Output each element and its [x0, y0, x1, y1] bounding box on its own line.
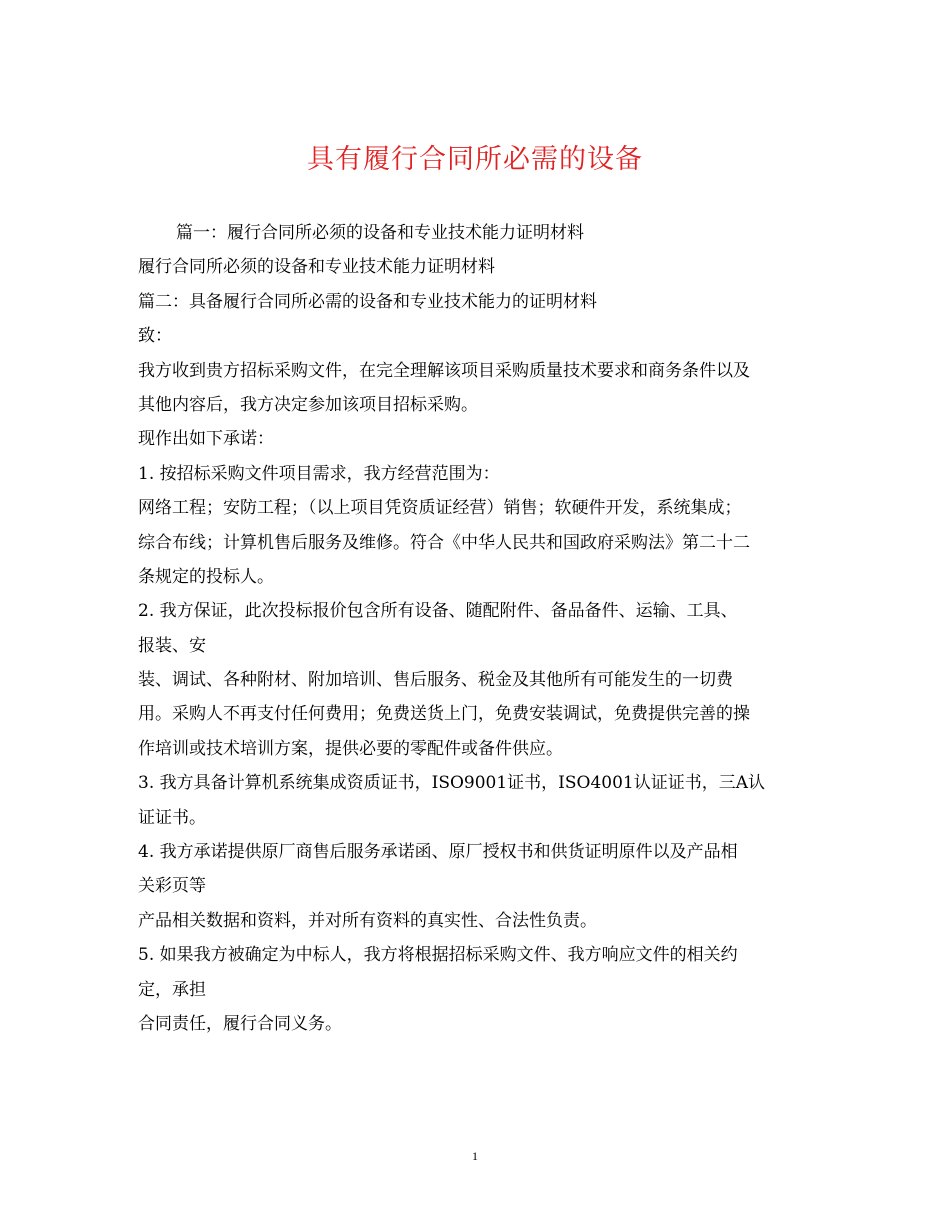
text-line: 现作出如下承诺：: [138, 429, 274, 450]
text-line: 关彩页等: [138, 876, 206, 897]
text-line: 2. 我方保证，此次投标报价包含所有设备、随配附件、备品备件、运输、工具、: [138, 601, 738, 622]
text-line: 3. 我方具备计算机系统集成资质证书，ISO9001证书，ISO4001认证证书，三A认: [138, 773, 766, 794]
text-line: 条规定的投标人。: [138, 566, 274, 587]
text-line: 装、调试、各种附材、附加培训、售后服务、税金及其他所有可能发生的一切费: [138, 670, 733, 691]
text-line: 篇一：履行合同所必须的设备和专业技术能力证明材料: [176, 223, 584, 243]
text-line: 作培训或技术培训方案，提供必要的零配件或备件供应。: [138, 738, 563, 759]
text-line: 其他内容后，我方决定参加该项目招标采购。: [138, 394, 478, 415]
text-line: 5. 如果我方被确定为中标人，我方将根据招标采购文件、我方响应文件的相关约: [138, 945, 738, 966]
text-line: 用。采购人不再支付任何费用；免费送货上门，免费安装调试，免费提供完善的操: [138, 704, 750, 725]
text-line: 合同责任，履行合同义务。: [138, 1013, 342, 1034]
text-line: 产品相关数据和资料，并对所有资料的真实性、合法性负责。: [138, 910, 597, 931]
text-line: 篇二：具备履行合同所必需的设备和专业技术能力的证明材料: [138, 291, 597, 312]
text-line: 定，承担: [138, 979, 206, 1000]
text-line: 履行合同所必须的设备和专业技术能力证明材料: [138, 257, 495, 278]
text-line: 网络工程；安防工程；（以上项目凭资质证经营）销售；软硬件开发，系统集成；: [138, 498, 742, 519]
text-line: 综合布线；计算机售后服务及维修。符合《中华人民共和国政府采购法》第二十二: [138, 532, 750, 553]
text-line: 我方收到贵方招标采购文件，在完全理解该项目采购质量技术要求和商务条件以及: [138, 360, 750, 381]
text-line: 1. 按招标采购文件项目需求，我方经营范围为：: [138, 463, 500, 484]
page-number: 1: [472, 1149, 478, 1163]
text-line: 4. 我方承诺提供原厂商售后服务承诺函、原厂授权书和供货证明原件以及产品相: [138, 842, 738, 863]
text-line: 致：: [138, 326, 172, 347]
text-line: 证证书。: [138, 807, 206, 828]
text-line: 报装、安: [138, 635, 206, 656]
page-title: 具有履行合同所必需的设备: [307, 144, 643, 175]
document-body: [138, 216, 818, 1041]
